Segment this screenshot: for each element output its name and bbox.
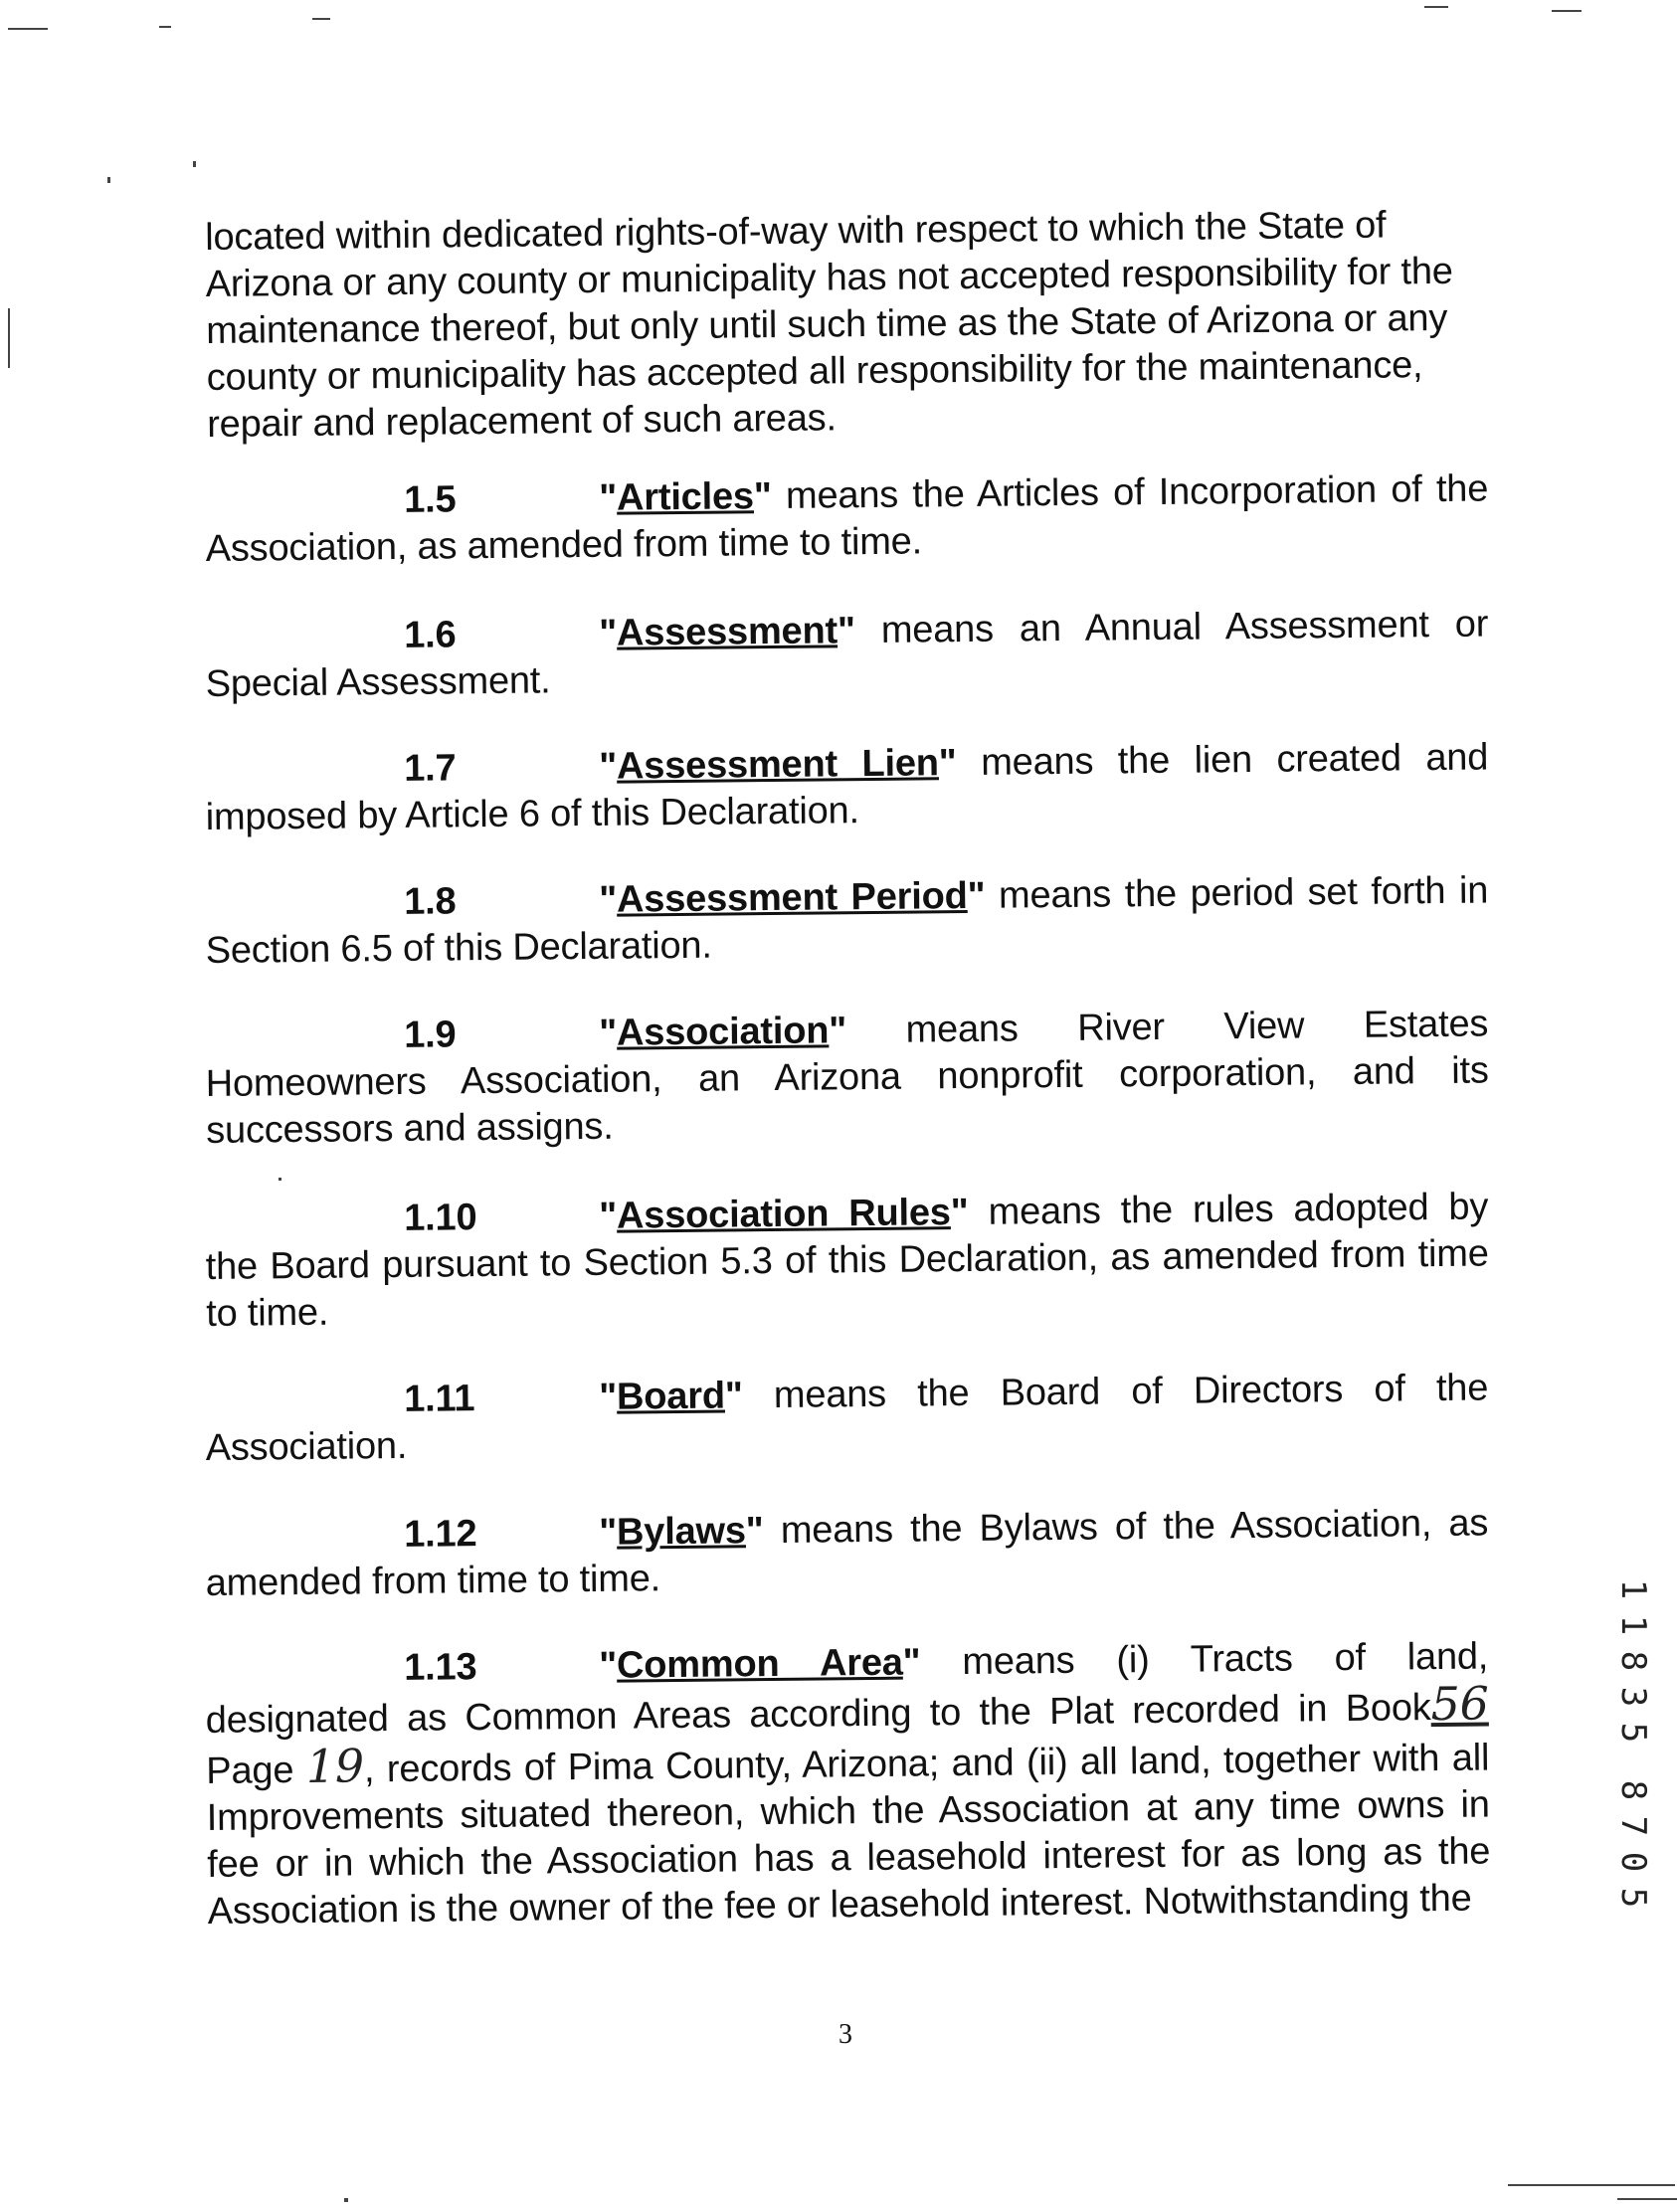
- section-text: means River View Estates Homeowners Association, an Arizona nonprofit corporation, and its successors and assigns.: [205, 1003, 1489, 1152]
- handwritten-book-number: 56: [1430, 1676, 1489, 1732]
- section-text: means the Bylaws of the Association, as amended from time to time.: [205, 1502, 1489, 1604]
- defined-term: Common Area: [616, 1641, 903, 1687]
- stamp-digit: 0: [1613, 1851, 1653, 1873]
- section-1-10: 1.10 "Association Rules" means the rules adopted by the Board pursuant to Section 5.3 of this Declaration, as amended from time to time.: [205, 1186, 1489, 1335]
- intro-line: Arizona or any county or municipality has not accepted responsibility for the: [205, 250, 1453, 305]
- scan-mark: [1552, 10, 1582, 12]
- stamp-digit: 7: [1613, 1815, 1653, 1837]
- intro-paragraph: [205, 201, 1490, 448]
- defined-term: Board: [616, 1375, 726, 1418]
- section-1-6: 1.6 "Assessment" means an Annual Assessment or Special Assessment.: [205, 603, 1489, 705]
- section-number: 1.7: [404, 747, 457, 790]
- scan-mark: [1508, 2184, 1675, 2186]
- section-text: means the Board of Directors of the Association.: [205, 1367, 1489, 1469]
- stamp-digit: 8: [1613, 1650, 1653, 1672]
- section-number: 1.13: [404, 1646, 477, 1689]
- scan-mark: [1617, 2198, 1677, 2200]
- handwritten-page-number: 19: [305, 1739, 365, 1793]
- section-1-8: 1.8 "Assessment Period" means the period set forth in Section 6.5 of this Declaration.: [205, 869, 1489, 972]
- section-1-12: 1.12 "Bylaws" means the Bylaws of the Association, as amended from time to time.: [205, 1502, 1489, 1604]
- defined-term: Association: [616, 1010, 830, 1054]
- section-number: 1.6: [404, 614, 457, 656]
- section-number: 1.8: [404, 880, 457, 923]
- intro-line: repair and replacement of such areas.: [206, 397, 838, 446]
- scan-mark: [8, 308, 10, 368]
- section-1-7: 1.7 "Assessment Lien" means the lien created and imposed by Article 6 of this Declaration.: [205, 736, 1489, 838]
- defined-term: Association Rules: [616, 1192, 951, 1237]
- section-text: means the lien created and imposed by Article 6 of this Declaration.: [205, 736, 1489, 838]
- defined-term: Articles: [616, 475, 755, 519]
- defined-term: Assessment Period: [616, 874, 968, 921]
- section-number: 1.10: [404, 1197, 477, 1239]
- intro-line: maintenance thereof, but only until such time as the State of Arizona or any: [206, 296, 1448, 352]
- scan-mark: [107, 177, 110, 183]
- section-1-13: 1.13 "Common Area" means (i) Tracts of land, designated as Common Areas according to the Plat recorded in Book56 Page 19, records of Pima County, Arizona; and (ii) all land, together with all Improvements situated thereon, which the Association at any time owns in fee or in which the Association has a leasehold interest for as long as the Association is the owner of the fee or leasehold interest. Notwithstanding the: [205, 1635, 1491, 1933]
- scan-mark: [279, 1178, 281, 1181]
- section-1-5: 1.5 "Articles" means the Articles of Incorporation of the Association, as amended from time to time.: [205, 467, 1489, 570]
- section-number: 1.11: [404, 1378, 475, 1420]
- section-text: means (i) Tracts of land, designated as Common Areas according to the Plat recorded in Book: [205, 1635, 1489, 1742]
- stamp-digit: 5: [1613, 1887, 1653, 1909]
- section-1-9: 1.9 "Association" means River View Estates Homeowners Association, an Arizona nonprofit corporation, and its successors and assigns.: [205, 1003, 1489, 1152]
- section-text: means an Annual Assessment or Special Assessment.: [205, 603, 1489, 705]
- section-text: Page: [206, 1750, 294, 1792]
- section-text: means the Articles of Incorporation of the Association, as amended from time to time.: [205, 467, 1489, 570]
- stamp-digit: 1: [1613, 1578, 1653, 1600]
- stamp-digit: 8: [1613, 1779, 1653, 1801]
- scan-mark: [344, 2198, 348, 2202]
- section-1-11: 1.11 "Board" means the Board of Directors of the Association.: [205, 1367, 1489, 1469]
- stamp-digit: 1: [1613, 1614, 1653, 1636]
- intro-line: county or municipality has accepted all responsibility for the maintenance,: [206, 344, 1423, 399]
- stamp-digit: 3: [1613, 1686, 1653, 1708]
- section-text: , records of Pima County, Arizona; and (ii) all land, together with all Improvements situated thereon, which the Association at any time owns in fee or in which the Association has a leasehold interest for as long as the Association is the owner of the fee or leasehold interest. Notwithstanding the: [206, 1737, 1491, 1933]
- section-number: 1.9: [404, 1014, 457, 1056]
- stamp-digit: 5: [1613, 1722, 1653, 1744]
- scan-mark: [193, 161, 196, 167]
- scan-mark: [159, 26, 171, 28]
- section-number: 1.12: [404, 1513, 477, 1556]
- defined-term: Assessment Lien: [616, 742, 940, 788]
- intro-line: located within dedicated rights-of-way with respect to which the State of: [205, 204, 1387, 259]
- scan-mark: [312, 18, 330, 20]
- defined-term: Assessment: [616, 610, 838, 654]
- scan-mark: [8, 28, 48, 30]
- recording-stamp: [1615, 1571, 1651, 1916]
- defined-term: Bylaws: [616, 1510, 747, 1554]
- section-text: means the period set forth in Section 6.5 of this Declaration.: [205, 869, 1489, 972]
- section-number: 1.5: [404, 478, 457, 521]
- scan-mark: [1424, 6, 1448, 8]
- section-text: means the rules adopted by the Board pursuant to Section 5.3 of this Declaration, as amended from time to time.: [205, 1186, 1489, 1335]
- page-number: 3: [838, 2019, 852, 2050]
